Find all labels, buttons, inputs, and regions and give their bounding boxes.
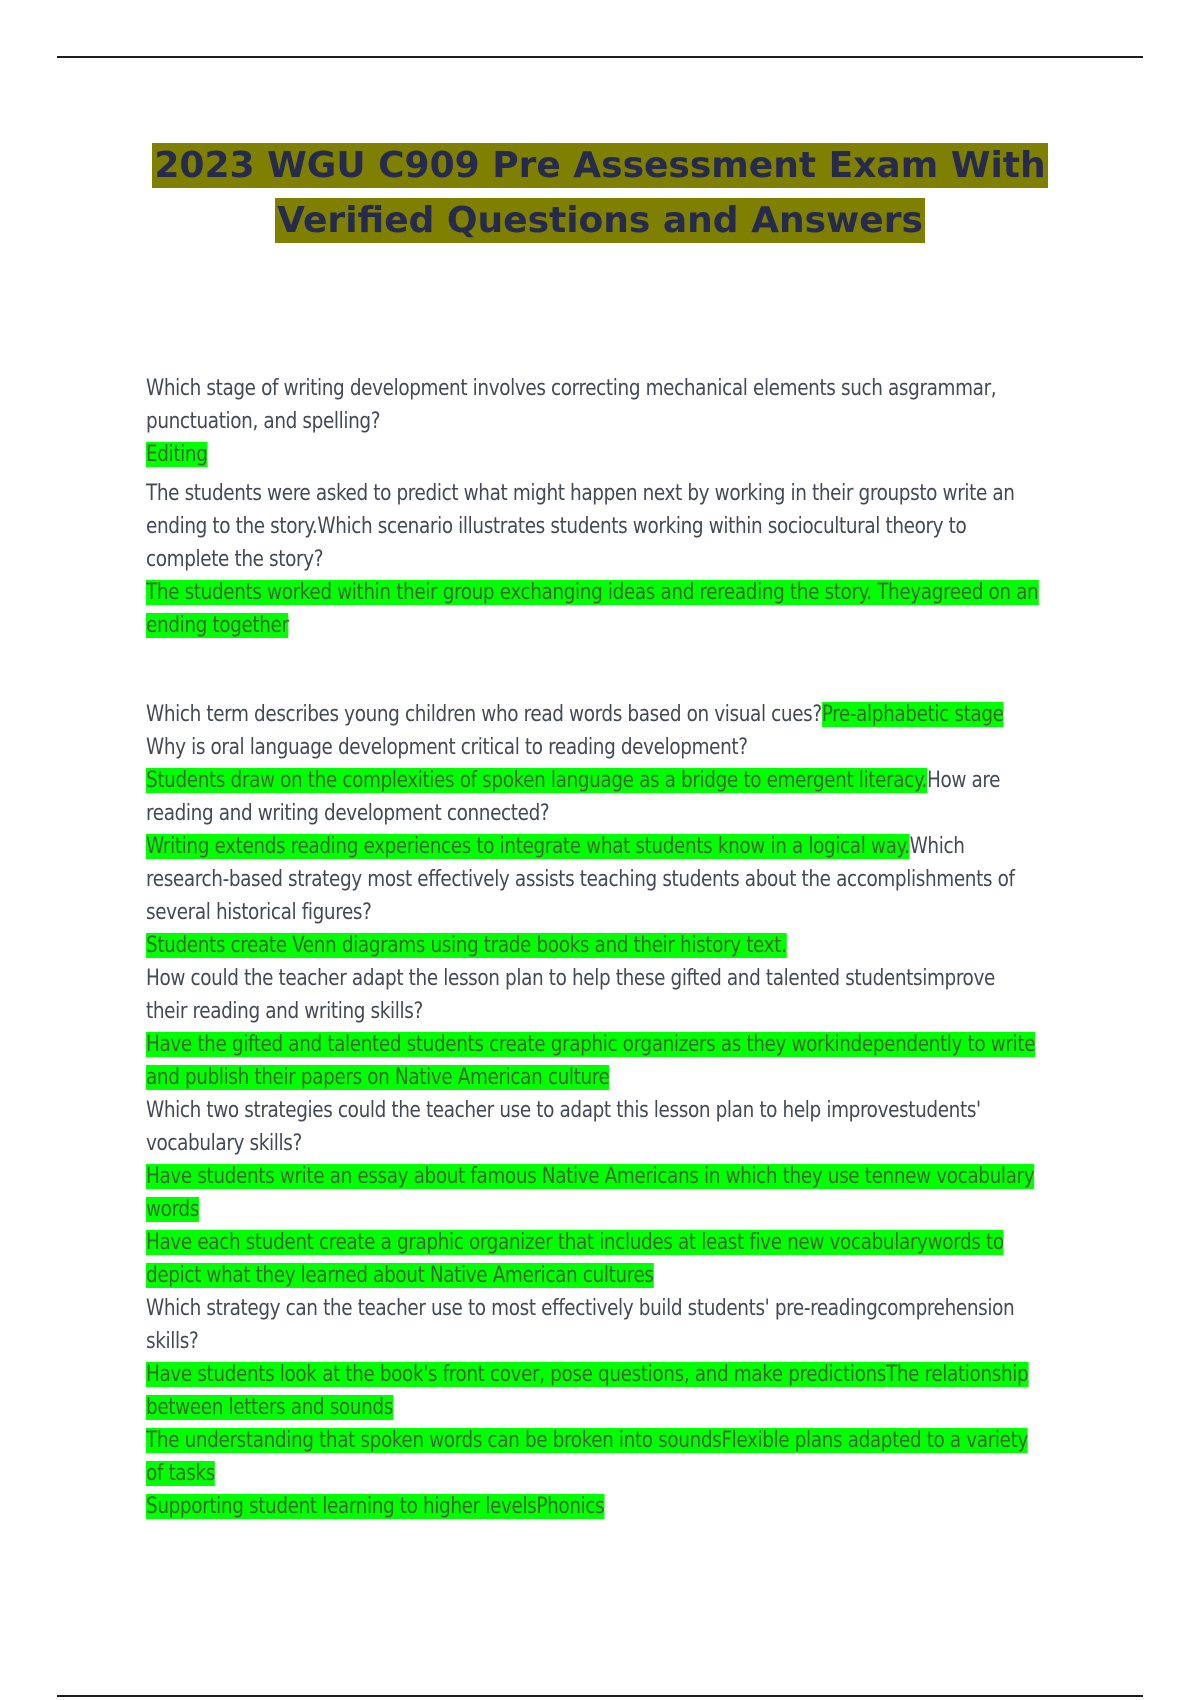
- answer-text: Phonics: [536, 1494, 605, 1519]
- answer-text: Have students write an essay about famous Native Americans in which they use tennew vocabulary words: [146, 1164, 1035, 1222]
- answer-text: The relationship between letters and sounds: [146, 1362, 1029, 1420]
- document-title: [100, 138, 1100, 248]
- answer-text: Have the gifted and talented students create graphic organizers as they workindependently to write and publish their papers on Native American culture: [146, 1032, 1036, 1090]
- answer-text: The understanding that spoken words can be broken into sounds: [146, 1428, 722, 1453]
- question-text: Which two strategies could the teacher use to adapt this lesson plan to help improvestudents' vocabulary skills?: [146, 1098, 981, 1156]
- title-line-1: 2023 WGU C909 Pre Assessment Exam With: [154, 145, 1046, 186]
- answer-text: Flexible plans adapted to a variety of tasks: [146, 1428, 1028, 1486]
- title-line-2: Verified Questions and Answers: [277, 200, 923, 241]
- question-text: Which stage of writing development involves correcting mechanical elements such asgrammar, punctuation, and spelling?: [146, 376, 997, 434]
- qa-block-2: [146, 477, 1039, 642]
- answer-text: Have students look at the book's front cover, pose questions, and make predictions: [146, 1362, 887, 1387]
- qa-block-1: [146, 372, 1039, 471]
- question-text: How are reading and writing development connected?: [146, 768, 1001, 826]
- answer-text: Have each student create a graphic organizer that includes at least five new vocabularywords to depict what they learned about Native American cultures: [146, 1230, 1004, 1288]
- answer-text: Editing: [146, 442, 208, 467]
- answer-text: Supporting student learning to higher levels: [146, 1494, 537, 1519]
- question-text: The students were asked to predict what might happen next by working in their groupsto write an ending to the story.Which scenario illustrates students working within sociocultural theory to complete the story?: [146, 481, 1015, 572]
- answer-text: Students create Venn diagrams using trade books and their history text.: [146, 933, 787, 958]
- question-text: Why is oral language development critical to reading development?: [146, 735, 748, 760]
- question-text: Which strategy can the teacher use to most effectively build students' pre-readingcomprehension skills?: [146, 1296, 1015, 1354]
- answer-text: The students worked within their group exchanging ideas and rereading the story. Theyagreed on an ending together: [146, 580, 1039, 638]
- answer-text: Pre-alphabetic stage: [821, 702, 1004, 727]
- question-text: Which research-based strategy most effectively assists teaching students about the accomplishments of several historical figures?: [146, 834, 1015, 925]
- question-text: How could the teacher adapt the lesson plan to help these gifted and talented studentsimprove their reading and writing skills?: [146, 966, 995, 1024]
- answer-text: Writing extends reading experiences to integrate what students know in a logical way.: [146, 834, 910, 859]
- footer-rule: [57, 1695, 1143, 1697]
- answer-text: Students draw on the complexities of spoken language as a bridge to emergent literacy.: [146, 768, 927, 793]
- header-rule: [57, 56, 1143, 58]
- qa-block-3: [146, 698, 1039, 1523]
- question-text: Which term describes young children who read words based on visual cues?: [146, 702, 822, 727]
- document-body: [146, 372, 1039, 1523]
